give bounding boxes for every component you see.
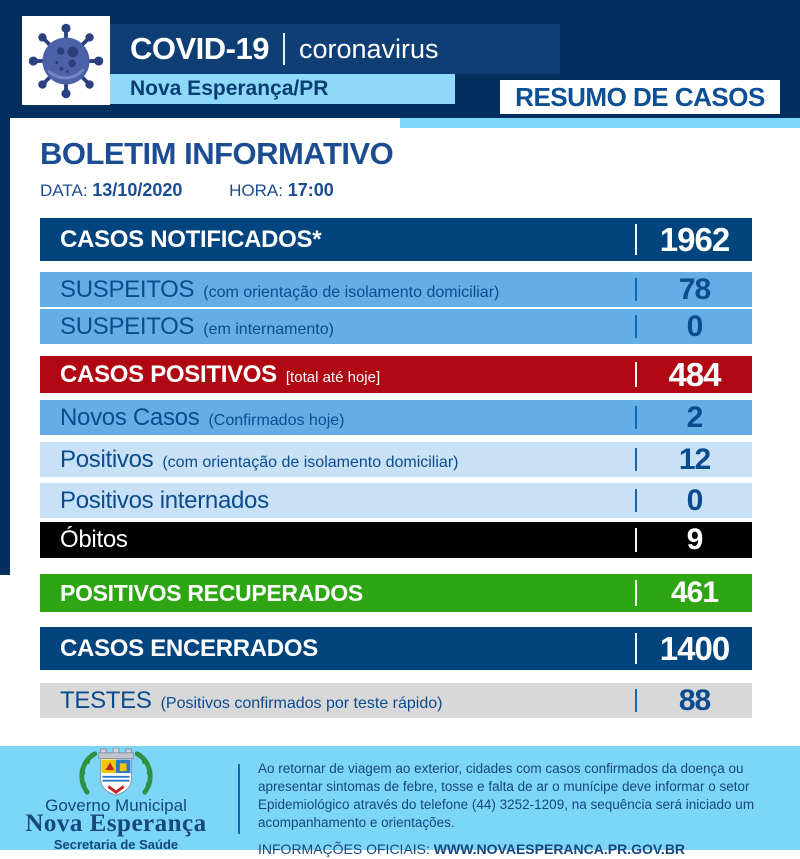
row-label: Novos Casos — [60, 403, 200, 431]
coat-of-arms-icon — [74, 748, 158, 798]
location-bar — [110, 74, 455, 104]
coronavirus-subtitle: coronavirus — [298, 33, 439, 64]
summary-rows — [40, 218, 752, 718]
row-label: Positivos — [60, 445, 154, 473]
row-label: SUSPEITOS — [60, 312, 195, 340]
summary-row — [40, 272, 752, 307]
footer — [0, 746, 800, 858]
notice-paragraph: Ao retornar de viagem ao exterior, cidades com casos confirmados da doença ou apresentar sintomas de febre, tosse e falta de ar o munícipe deve informar o setor Epidemiológico através do telefone (44) 3252-1209, na sequência será iniciado um acompanhamento e orientações. — [258, 761, 755, 831]
row-note: [total até hoje] — [285, 368, 381, 386]
row-note: (Positivos confirmados por teste rápido) — [160, 694, 443, 712]
footer-notice — [258, 760, 770, 859]
row-note: (Confirmados hoje) — [208, 411, 345, 429]
row-value: 9 — [686, 523, 703, 556]
municipality-block — [0, 746, 232, 850]
row-value: 12 — [678, 442, 711, 476]
date-time-line — [40, 180, 393, 201]
virus-icon — [28, 23, 104, 99]
official-info-url: WWW.NOVAESPERANCA.PR.GOV.BR — [433, 841, 686, 858]
left-edge-strip — [0, 0, 10, 575]
row-label: POSITIVOS RECUPERADOS — [60, 579, 363, 606]
bulletin-header — [40, 136, 393, 201]
row-label: CASOS NOTIFICADOS* — [60, 225, 322, 253]
date-label: DATA: — [40, 181, 88, 200]
row-value: 1962 — [659, 220, 730, 258]
summary-row — [40, 309, 752, 344]
row-note: (com orientação de isolamento domiciliar) — [203, 283, 500, 301]
summary-row — [40, 483, 752, 518]
summary-badge — [500, 80, 780, 114]
row-value: 1400 — [659, 629, 730, 667]
row-value: 461 — [670, 576, 719, 609]
row-note: (com orientação de isolamento domiciliar) — [162, 453, 459, 471]
row-label: TESTES — [60, 686, 152, 714]
row-label: CASOS POSITIVOS — [60, 360, 277, 388]
summary-row — [40, 356, 752, 393]
summary-row — [40, 683, 752, 718]
covid-title-bar — [110, 24, 560, 74]
time-label: HORA: — [229, 181, 283, 200]
row-value: 2 — [686, 400, 703, 434]
row-value: 0 — [686, 483, 703, 517]
location-label: Nova Esperança/PR — [130, 77, 329, 100]
row-label: SUSPEITOS — [60, 275, 195, 303]
government-label: Governo Municipal — [45, 796, 187, 815]
badge-underline — [400, 118, 800, 128]
summary-row — [40, 400, 752, 435]
summary-badge-label: RESUMO DE CASOS — [515, 81, 765, 112]
summary-row — [40, 522, 752, 558]
row-value: 88 — [678, 683, 711, 717]
summary-row — [40, 627, 752, 670]
row-label: CASOS ENCERRADOS — [60, 634, 318, 662]
health-secretary-label: Secretaria de Saúde — [53, 837, 179, 852]
row-value: 484 — [668, 355, 721, 393]
footer-divider — [238, 764, 240, 834]
row-label: Positivos internados — [60, 486, 269, 514]
title-separator — [283, 33, 285, 65]
covid-title: COVID-19 — [130, 31, 269, 66]
summary-row — [40, 574, 752, 612]
row-note: (em internamento) — [203, 320, 334, 338]
time-value: 17:00 — [287, 180, 334, 200]
summary-row — [40, 442, 752, 477]
virus-logo-box — [22, 16, 110, 105]
municipality-name: Nova Esperança — [25, 810, 207, 837]
row-value: 0 — [686, 309, 703, 343]
official-info-label: INFORMAÇÕES OFICIAIS: — [258, 841, 430, 858]
summary-row — [40, 218, 752, 261]
row-label: Óbitos — [60, 526, 128, 553]
page-title: BOLETIM INFORMATIVO — [40, 136, 394, 171]
row-value: 78 — [678, 272, 711, 306]
date-value: 13/10/2020 — [92, 180, 183, 200]
